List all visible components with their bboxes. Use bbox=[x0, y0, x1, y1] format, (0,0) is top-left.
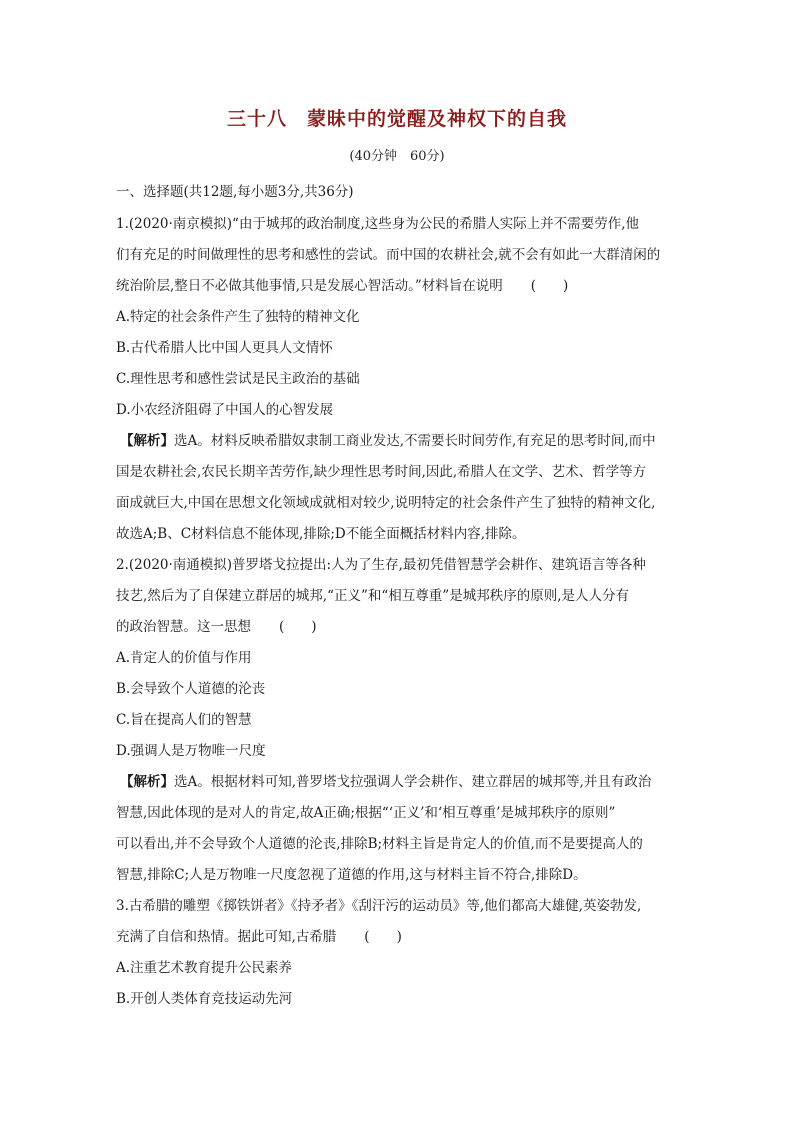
q1-analysis-line: 面成就巨大,中国在思想文化领域成就相对较少,说明特定的社会条件产生了独特的精神文化, bbox=[116, 495, 656, 511]
q3-stem-line bbox=[116, 925, 402, 945]
q2-analysis-line bbox=[120, 770, 651, 790]
analysis-tag: 【解析】 bbox=[120, 433, 174, 449]
answer-blank: ( ) bbox=[364, 929, 402, 945]
q2-option-b: B.会导致个人道德的沦丧 bbox=[116, 681, 266, 697]
q2-stem-line bbox=[116, 615, 317, 635]
q3-option-b: B.开创人类体育竞技运动先河 bbox=[116, 991, 293, 1007]
q1-option-b: B.古代希腊人比中国人更具人文情怀 bbox=[116, 340, 333, 356]
q1-analysis-text: 选A。材料反映希腊奴隶制工商业发达,不需要长时间劳作,有充足的思考时间,而中 bbox=[174, 433, 656, 449]
q3-stem-text: 充满了自信和热情。据此可知,古希腊 bbox=[116, 929, 337, 945]
q2-analysis-line: 智慧,因此体现的是对人的肯定,故A正确;根据“‘正义’和‘相互尊重’是城邦秩序的原则” bbox=[116, 805, 616, 821]
q1-option-c: C.理性思考和感性尝试是民主政治的基础 bbox=[116, 371, 360, 387]
page-subtitle: (40分钟 60分) bbox=[349, 149, 445, 164]
q1-stem-line: 1.(2020·南京模拟)“由于城邦的政治制度,这些身为公民的希腊人实际上并不需要劳作,他 bbox=[116, 216, 640, 232]
answer-blank: ( ) bbox=[279, 619, 317, 635]
q1-analysis-line: 国是农耕社会,农民长期辛苦劳作,缺少理性思考时间,因此,希腊人在文学、艺术、哲学等方 bbox=[116, 464, 647, 480]
q1-analysis-line: 故选A;B、C材料信息不能体现,排除;D不能全面概括材料内容,排除。 bbox=[116, 526, 526, 542]
analysis-tag: 【解析】 bbox=[120, 774, 174, 790]
page-title: 三十八 蒙昧中的觉醒及神权下的自我 bbox=[226, 108, 567, 130]
q2-stem-line: 2.(2020·南通模拟)普罗塔戈拉提出:人为了生存,最初凭借智慧学会耕作、建筑语言等各种 bbox=[116, 557, 646, 573]
section-heading: 一、选择题(共12题,每小题3分,共36分) bbox=[116, 184, 354, 200]
q2-analysis-text: 选A。根据材料可知,普罗塔戈拉强调人学会耕作、建立群居的城邦等,并且有政治 bbox=[174, 774, 652, 790]
q2-stem-line: 技艺,然后为了自保建立群居的城邦,“正义”和“相互尊重”是城邦秩序的原则,是人人分有 bbox=[116, 588, 629, 604]
q2-option-d: D.强调人是万物唯一尺度 bbox=[116, 743, 266, 759]
q3-option-a: A.注重艺术教育提升公民素养 bbox=[116, 960, 293, 976]
q1-option-a: A.特定的社会条件产生了独特的精神文化 bbox=[116, 309, 360, 325]
q1-stem-text: 统治阶层,整日不必做其他事情,只是发展心智活动。”材料旨在说明 bbox=[116, 278, 503, 294]
q1-analysis-line bbox=[120, 429, 656, 449]
q2-stem-text: 的政治智慧。这一思想 bbox=[116, 619, 251, 635]
q1-stem-line: 们有充足的时间做理性的思考和感性的尝试。而中国的农耕社会,就不会有如此一大群清闲的 bbox=[116, 247, 661, 263]
q3-stem-line: 3.古希腊的雕塑《掷铁饼者》《持矛者》《刮汗污的运动员》等,他们都高大雄健,英姿勃发, bbox=[116, 898, 642, 914]
answer-blank: ( ) bbox=[530, 278, 569, 294]
q1-option-d: D.小农经济阻碍了中国人的心智发展 bbox=[116, 402, 334, 418]
q2-option-c: C.旨在提高人们的智慧 bbox=[116, 712, 252, 728]
q2-option-a: A.肯定人的价值与作用 bbox=[116, 650, 252, 666]
q2-analysis-line: 可以看出,并不会导致个人道德的沦丧,排除B;材料主旨是肯定人的价值,而不是要提高人的 bbox=[116, 836, 643, 852]
q2-analysis-line: 智慧,排除C;人是万物唯一尺度忽视了道德的作用,这与材料主旨不符合,排除D。 bbox=[116, 867, 587, 883]
q1-stem-line bbox=[116, 274, 568, 294]
